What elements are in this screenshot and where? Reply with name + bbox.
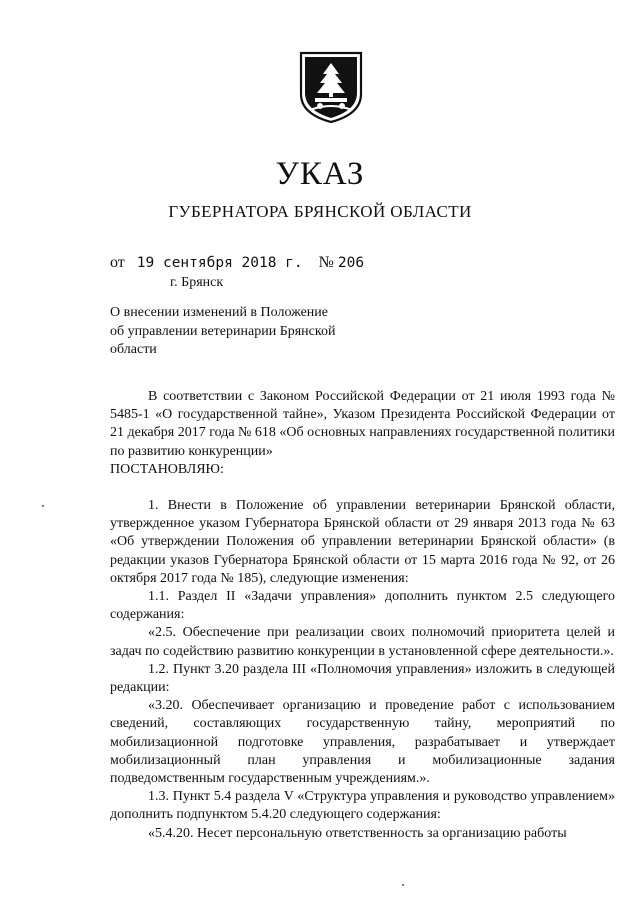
- scan-speck: [42, 505, 44, 507]
- subject-line: области: [110, 342, 157, 357]
- city: г. Брянск: [170, 275, 224, 290]
- paragraph-1-2: 1.2. Пункт 3.20 раздела III «Полномочия управления» изложить в следующей редакции:: [110, 661, 615, 696]
- date-number-line: [110, 253, 364, 273]
- paragraph-3-20-quote: «3.20. Обеспечивает организацию и проведение работ с использованием сведений, составляющих государственную тайну, мероприятий по мобилизационной подготовке управления, разрабатывает и утверждает мобилизационный план управления и мобилизационные задания подведомственным государственным учреждениям.».: [110, 698, 615, 787]
- document-number: 206: [337, 255, 365, 271]
- date-prefix: от: [110, 254, 125, 271]
- preamble: В соответствии с Законом Российской Федерации от 21 июля 1993 года № 5485-1 «О государственной тайне», Указом Президента Российской Федерации от 21 декабря 2017 года № 618 «Об основных направлениях государственной политики по развитию конкуренции»: [110, 389, 615, 459]
- document-body: [110, 388, 615, 843]
- paragraph-5-4-20-quote: «5.4.20. Несет персональную ответственность за организацию работы: [148, 825, 567, 841]
- document-title: УКАЗ: [275, 156, 365, 192]
- paragraph-2-5-quote: «2.5. Обеспечение при реализации своих полномочий приоритета целей и задач по содействию развитию конкуренции в установленной сфере деятельности.».: [110, 625, 615, 659]
- paragraph-1: 1. Внести в Положение об управлении ветеринарии Брянской области, утвержденное указом Губернатора Брянской области от 29 января 2013 года № 63 «Об утверждении Положения об управлении ветеринарии Брянской области» (в редакции указов Губернатора Брянской области от 15 марта 2016 года № 92, от 26 октября 2017 года № 185), следующие изменения:: [110, 498, 615, 586]
- document-subject: [110, 304, 370, 360]
- issuing-authority: ГУБЕРНАТОРА БРЯНСКОЙ ОБЛАСТИ: [168, 202, 472, 221]
- document-date: 19 сентября 2018 г.: [136, 255, 303, 271]
- subject-line: об управлении ветеринарии Брянской: [110, 323, 336, 339]
- bryansk-coat-of-arms-icon: [298, 50, 364, 124]
- paragraph-1-3: 1.3. Пункт 5.4 раздела V «Структура управления и руководство управлением» дополнить подпунктом 5.4.20 следующего содержания:: [110, 789, 615, 823]
- paragraph-1-1: 1.1. Раздел II «Задачи управления» дополнить пунктом 2.5 следующего содержания:: [110, 589, 615, 623]
- scan-speck: [402, 884, 404, 886]
- subject-line: О внесении изменений в Положение: [110, 305, 329, 320]
- decree-word: ПОСТАНОВЛЯЮ:: [110, 461, 224, 477]
- number-prefix: №: [318, 254, 334, 271]
